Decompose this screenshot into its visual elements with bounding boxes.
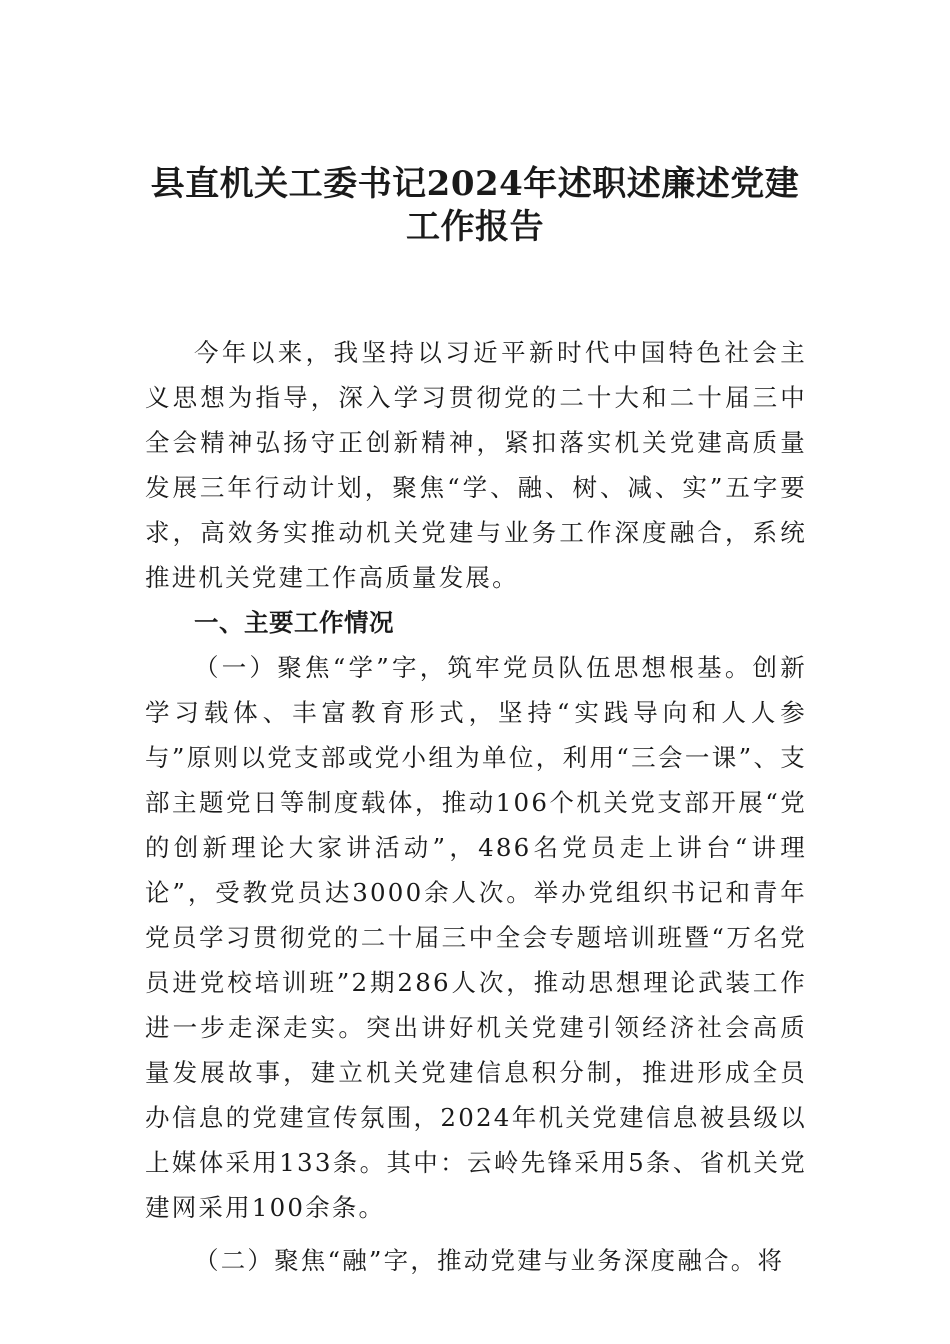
section-heading-main-work: 一、主要工作情况 — [194, 608, 394, 637]
document-title-line-1: 县直机关工委书记2024年述职述廉述党建 — [150, 164, 800, 204]
paragraph-integration: （二）聚焦“融”字，推动党建与业务深度融合。将 — [194, 1246, 785, 1275]
document-title-line-2: 工作报告 — [406, 207, 544, 247]
document-body — [145, 330, 807, 1283]
paragraph-study: （一）聚焦“学”字，筑牢党员队伍思想根基。创新学习载体、丰富教育形式，坚持“实践导向和人人参与”原则以党支部或党小组为单位，利用“三会一课”、支部主题党日等制度载体，推动106个机关党支部开展“党的创新理论大家讲活动”，486名党员走上讲台“讲理论”，受教党员达3000余人次。举办党组织书记和青年党员学习贯彻党的二十届三中全会专题培训班暨“万名党员进党校培训班”2期286人次，推动思想理论武装工作进一步走深走实。突出讲好机关党建引领经济社会高质量发展故事，建立机关党建信息积分制，推进形成全员办信息的党建宣传氛围，2024年机关党建信息被县级以上媒体采用133条。其中：云岭先锋采用5条、省机关党建网采用100余条。 — [145, 653, 807, 1222]
intro-paragraph: 今年以来，我坚持以习近平新时代中国特色社会主义思想为指导，深入学习贯彻党的二十大和二十届三中全会精神弘扬守正创新精神，紧扣落实机关党建高质量发展三年行动计划，聚焦“学、融、树、减、实”五字要求，高效务实推动机关党建与业务工作深度融合，系统推进机关党建工作高质量发展。 — [145, 338, 807, 592]
